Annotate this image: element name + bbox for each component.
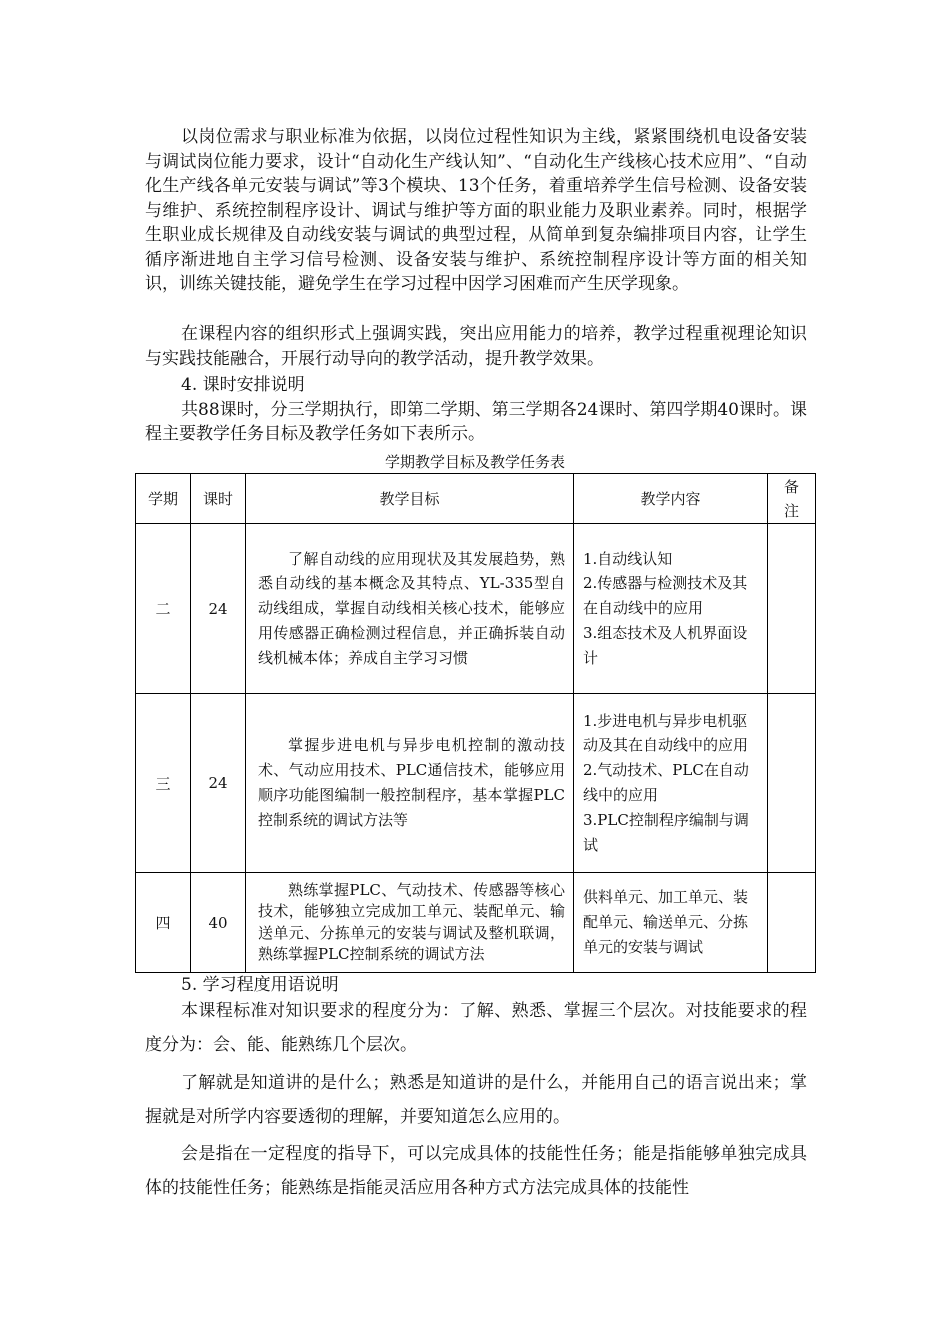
note-cell: [768, 524, 816, 694]
teaching-plan-table: [135, 473, 816, 973]
section-5-heading: 5. 学习程度用语说明: [181, 975, 339, 995]
term-cell: 二: [136, 524, 191, 694]
goal-cell: [246, 873, 574, 973]
table-row: [136, 694, 816, 873]
content-cell: [574, 694, 768, 873]
content-item: 3.组态技术及人机界面设计: [583, 623, 748, 667]
content-cell: [574, 873, 768, 973]
header-term: 学期: [136, 474, 191, 524]
section-4-text: 共88课时，分三学期执行，即第二学期、第三学期各24课时、第四学期40课时。课程主要教学任务目标及教学任务如下表所示。: [145, 400, 807, 444]
content-cell: [574, 524, 768, 694]
header-note: 备注: [768, 474, 816, 524]
content-item: 1.自动线认知: [583, 549, 673, 568]
table-row: [136, 524, 816, 694]
hours-cell: 24: [191, 694, 246, 873]
table-header-row: [136, 474, 816, 524]
table-caption: 学期教学目标及教学任务表: [384, 453, 565, 471]
paragraph-course-design: 以岗位需求与职业标准为依据，以岗位过程性知识为主线，紧紧围绕机电设备安装与调试岗位能力要求，设计“自动化生产线认知”、“自动化生产线核心技术应用”、“自动化生产线各单元安装与调试”等3个模块、13个任务，着重培养学生信号检测、设备安装与维护、系统控制程序设计、调试与维护等方面的职业能力及职业素养。同时，根据学生职业成长规律及自动线安装与调试的典型过程，从简单到复杂编排项目内容，让学生循序渐进地自主学习信号检测、设备安装与维护、系统控制程序设计等方面的相关知识，训练关键技能，避免学生在学习过程中因学习困难而产生厌学现象。: [145, 127, 807, 294]
goal-text: 熟练掌握PLC、气动技术、传感器等核心技术，能够独立完成加工单元、装配单元、输送单元、分拣单元的安装与调试及整机联调，熟练掌握PLC控制系统的调试方法: [258, 880, 565, 963]
header-hours: 课时: [191, 474, 246, 524]
content-item: 2.气动技术、PLC在自动线中的应用: [583, 761, 749, 804]
term-cell: 三: [136, 694, 191, 873]
hours-cell: 40: [191, 873, 246, 973]
section-4-heading: 4. 课时安排说明: [181, 375, 305, 395]
paragraph-skill-terms: 会是指在一定程度的指导下，可以完成具体的技能性任务；能是指能够单独完成具体的技能性任务；能熟练是指能灵活应用各种方式方法完成具体的技能性: [145, 1144, 807, 1198]
goal-text: 了解自动线的应用现状及其发展趋势，熟悉自动线的基本概念及其特点、YL-335型自动线组成，掌握自动线相关核心技术，能够应用传感器正确检测过程信息，并正确拆装自动线机械本体；养成自主学习习惯: [258, 549, 565, 667]
table-row: [136, 873, 816, 973]
content-item: 3.PLC控制程序编制与调试: [583, 810, 749, 854]
content-item: 供料单元、加工单元、装配单元、输送单元、分拣单元的安装与调试: [583, 888, 749, 956]
goal-cell: [246, 524, 574, 694]
note-cell: [768, 873, 816, 973]
goal-text: 掌握步进电机与异步电机控制的激动技术、气动应用技术、PLC通信技术，能够应用顺序功能图编制一般控制程序，基本掌握PLC控制系统的调试方法等: [258, 736, 565, 829]
hours-cell: 24: [191, 524, 246, 694]
paragraph-knowledge-terms: 了解就是知道讲的是什么；熟悉是知道讲的是什么，并能用自己的语言说出来；掌握就是对所学内容要透彻的理解，并要知道怎么应用的。: [145, 1073, 807, 1127]
paragraph-degree-levels: 本课程标准对知识要求的程度分为：了解、熟悉、掌握三个层次。对技能要求的程度分为：会、能、能熟练几个层次。: [145, 1001, 807, 1055]
goal-cell: [246, 694, 574, 873]
content-item: 2.传感器与检测技术及其在自动线中的应用: [583, 574, 748, 618]
term-cell: 四: [136, 873, 191, 973]
paragraph-course-organization: 在课程内容的组织形式上强调实践，突出应用能力的培养，教学过程重视理论知识与实践技能融合，开展行动导向的教学活动，提升教学效果。: [145, 324, 807, 369]
note-cell: [768, 694, 816, 873]
content-item: 1.步进电机与异步电机驱动及其在自动线中的应用: [583, 711, 749, 755]
header-goal: 教学目标: [246, 474, 574, 524]
header-content: 教学内容: [574, 474, 768, 524]
